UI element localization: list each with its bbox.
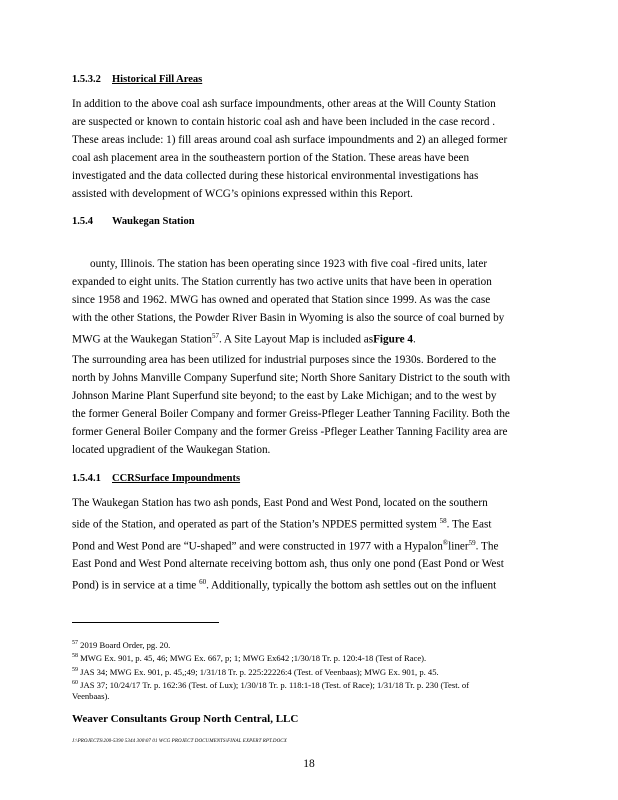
footer-firm-name: Weaver Consultants Group North Central, LLC: [72, 713, 299, 725]
section-number: 1.5.4.1: [72, 473, 101, 484]
text-run: . A Site Layout Map is included as: [218, 333, 374, 346]
text-line: ounty, Illinois. The station has been operating since 1923 with five coal -fired units, later: [90, 258, 488, 270]
paragraph-historical-fill: [72, 95, 552, 203]
text-line: In addition to the above coal ash surface impoundments, other areas at the Will County Station: [72, 98, 496, 110]
section-heading-historical-fill-areas: [72, 74, 202, 85]
text-line: expanded to eight units. The Station currently has two active units that have been in operation: [72, 276, 492, 288]
text-line: These areas include: 1) fill areas around coal ash surface impoundments and 2) an alleged former: [72, 134, 508, 146]
text-line: since 1958 and 1962. MWG has owned and operated that Station since 1999. As was the case: [72, 294, 491, 306]
text-line: Johnson Marine Plant Superfund site beyond; to the east by Lake Michigan; and to the west by: [72, 390, 497, 402]
footnote: [72, 638, 562, 651]
text-line: with the other Stations, the Powder River Basin in Wyoming is also the source of coal burned by: [72, 312, 505, 324]
text-line: The Waukegan Station has two ash ponds, East Pond and West Pond, located on the southern: [72, 497, 488, 509]
text-run: liner: [448, 540, 469, 553]
footnote-text: JAS 37; 10/24/17 Tr. p. 162:36 (Test. of Lux); 1/30/18 Tr. p. 118:1-18 (Test. of Race); 1/31/18 Tr. p. 230 (Test. of: [80, 679, 470, 690]
footnote-number: 58: [72, 653, 78, 660]
text-line: [72, 534, 552, 556]
footnote-ref: 58: [439, 517, 447, 525]
section-title: Waukegan Station: [112, 216, 195, 227]
figure-reference: Figure 4: [373, 333, 413, 346]
footnote: [72, 651, 562, 664]
paragraph-surrounding-area: [72, 351, 552, 459]
section-number: 1.5.3.2: [72, 74, 101, 85]
text-run: side of the Station, and operated as part of the Station’s NPDES permitted system: [72, 518, 440, 531]
footnote-continuation: Veenbaas).: [72, 691, 110, 702]
footnote: [72, 678, 562, 691]
text-line: are suspected or known to contain historic coal ash and have been included in the case record .: [72, 116, 496, 128]
footnote-text: JAS 34; MWG Ex. 901, p. 45,;49; 1/31/18 Tr. p. 225:22226:4 (Test. of Veenbaas); MWG Ex. 901, p. 45.: [80, 666, 439, 677]
page-number: 18: [303, 758, 315, 770]
text-run: . The East: [446, 518, 492, 531]
section-number: 1.5.4: [72, 216, 93, 227]
text-run: Pond) is in service at a time: [72, 580, 200, 593]
text-line: the former General Boiler Company and former Greiss-Pfleger Leather Tanning Facility. Both the: [72, 408, 510, 420]
footnote-separator: [72, 622, 219, 623]
text-run: .: [412, 333, 416, 346]
footer-file-path: J:\PROJECTS\200-5390 5344 300\07 01 WCG PROJECT DOCUMENTS\FINAL EXPERT RPT.DOCX: [72, 739, 287, 744]
text-line: [72, 327, 552, 349]
text-run: MWG at the Waukegan Station: [72, 333, 212, 346]
text-line: investigated and the data collected during these historical environmental investigations has: [72, 170, 479, 182]
footnote: [72, 665, 562, 678]
section-heading-waukegan-station: [72, 216, 195, 227]
text-line: coal ash placement area in the southeastern portion of the Station. These areas have been: [72, 152, 470, 164]
footnote-ref: 60: [199, 578, 207, 587]
text-line: located upgradient of the Waukegan Station.: [72, 444, 271, 456]
text-line: The surrounding area has been utilized for industrial purposes since the 1930s. Bordered to the: [72, 354, 497, 366]
footnote-text: 2019 Board Order, pg. 20.: [80, 639, 171, 650]
text-line: [72, 573, 552, 595]
footnotes: [72, 638, 562, 703]
text-line: assisted with development of WCG’s opinions expressed within this Report.: [72, 188, 413, 200]
text-line: [72, 512, 552, 534]
text-run: . Additionally, typically the bottom ash settles out on the influent: [206, 580, 497, 593]
footnote-number: 60: [72, 680, 78, 687]
paragraph-ash-ponds: [72, 494, 552, 595]
registered-mark: ®: [442, 538, 449, 547]
section-title: CCRSurface Impoundments: [112, 473, 241, 484]
section-heading-ccr-surface-impoundments: [72, 473, 240, 484]
paragraph-waukegan-overview: [72, 255, 552, 349]
text-run: Pond and West Pond are “U-shaped” and were constructed in 1977 with a Hypalon: [72, 540, 443, 553]
text-line: north by Johns Manville Company Superfund site; North Shore Sanitary District to the south with: [72, 372, 511, 384]
footnote-number: 59: [72, 666, 78, 673]
text-run: . The: [475, 540, 499, 553]
text-line: East Pond and West Pond alternate receiving bottom ash, thus only one pond (East Pond or West: [72, 558, 504, 571]
footnote-text: MWG Ex. 901, p. 45, 46; MWG Ex. 667, p; 1; MWG Ex642 ;1/30/18 Tr. p. 120:4-18 (Test of Race).: [80, 653, 427, 664]
text-line: former General Boiler Company and the former Greiss -Pfleger Leather Tanning Facility area are: [72, 426, 508, 438]
footnote-ref: 57: [211, 332, 219, 340]
section-title: Historical Fill Areas: [112, 74, 203, 85]
footnote-number: 57: [72, 640, 78, 646]
footnote-ref: 59: [468, 538, 476, 547]
